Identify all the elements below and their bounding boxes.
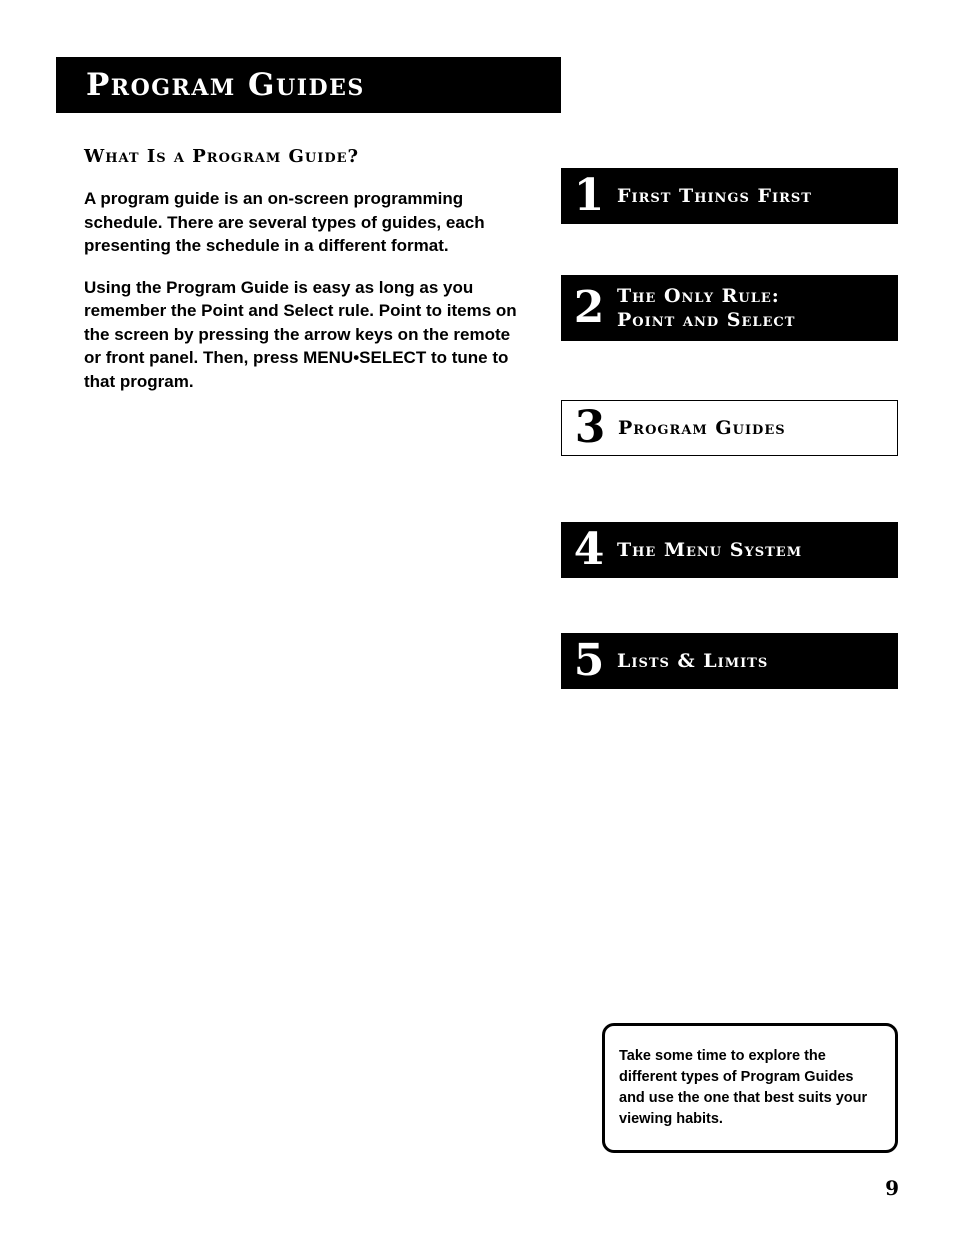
chapter-label xyxy=(618,416,786,440)
page-number: 9 xyxy=(885,1176,899,1200)
instruction-text-start: Using the Program Guide is easy as long as you remember the Point and Select rule. Point to items on the screen by pressing the arrow keys on the remote or front panel. Then, press xyxy=(84,277,517,367)
section-heading: What Is a Program Guide? xyxy=(84,146,360,167)
chapter-tab-4[interactable] xyxy=(561,522,898,578)
tip-text: Take some time to explore the different types of Program Guides and use the one that best suits your viewing habits. xyxy=(619,1048,868,1127)
chapter-tab-2[interactable] xyxy=(561,275,898,341)
chapter-label-line: The Only Rule: xyxy=(617,285,780,307)
chapter-number: 4 xyxy=(573,524,605,575)
tip-box xyxy=(602,1023,898,1153)
chapter-label-line: Lists & Limits xyxy=(617,650,769,672)
chapter-label xyxy=(617,284,795,332)
chapter-label-line: Point and Select xyxy=(617,309,796,331)
chapter-label xyxy=(617,538,802,562)
chapter-label xyxy=(617,184,812,208)
main-content xyxy=(84,146,524,411)
chapter-number: 2 xyxy=(573,282,605,333)
chapter-label-line: Program Guides xyxy=(618,417,786,439)
chapter-label-line: First Things First xyxy=(617,185,812,207)
chapter-label-line: The Menu System xyxy=(617,539,803,561)
chapter-label xyxy=(617,649,768,673)
instruction-paragraph xyxy=(84,276,524,394)
chapter-number: 1 xyxy=(573,170,605,221)
page-title-bar xyxy=(56,57,561,113)
chapter-number: 3 xyxy=(574,402,606,453)
chapter-number: 5 xyxy=(573,635,605,686)
instruction-text-end: to tune to that program. xyxy=(84,348,509,391)
chapter-tab-5[interactable] xyxy=(561,633,898,689)
chapter-tab-1[interactable] xyxy=(561,168,898,224)
page-title: Program Guides xyxy=(86,67,365,103)
intro-paragraph: A program guide is an on-screen programming schedule. There are several types of guides, each presenting the schedule in a different format. xyxy=(84,189,485,255)
menu-select-key: MENU•SELECT xyxy=(303,348,427,367)
chapter-tab-3-current[interactable] xyxy=(561,400,898,456)
